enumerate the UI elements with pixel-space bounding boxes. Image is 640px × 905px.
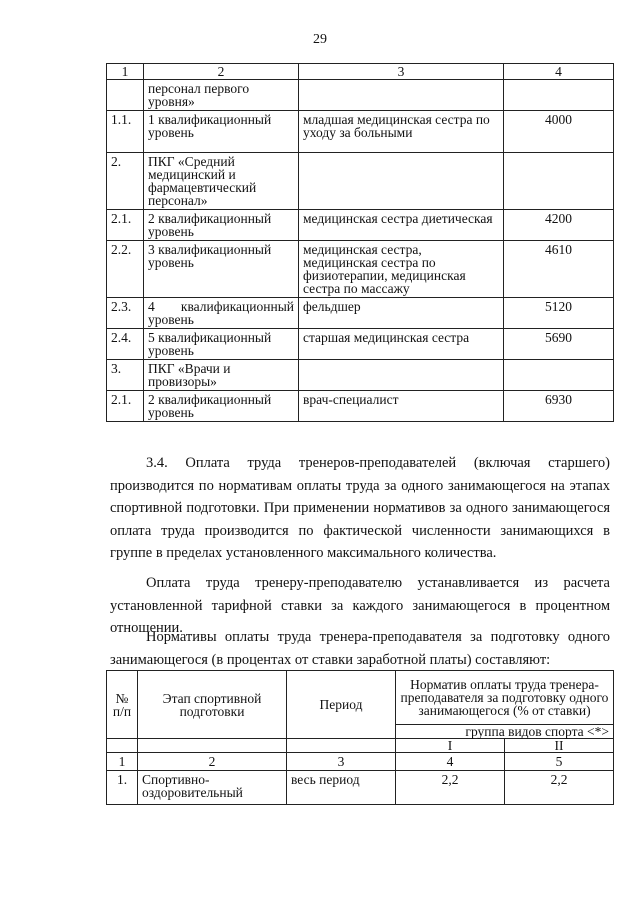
group-i: I [396,739,505,753]
salary: 4610 [504,241,614,298]
norm-group-ii: 2,2 [505,771,614,805]
salary: 4000 [504,111,614,153]
qualification-group: ПКГ «Врачи и провизоры» [144,360,299,391]
position: медицинская сестра диетическая [299,210,504,241]
norm-group-i: 2,2 [396,771,505,805]
row-number: 3. [107,360,144,391]
table-row [107,391,614,422]
table-row [107,329,614,360]
header-period: Период [287,671,396,739]
stage: Спортивно-оздоровительный [138,771,287,805]
table-index-row [107,753,614,771]
paragraph-norms-intro: Нормативы оплаты труда тренера-преподавателя за подготовку одного занимающегося (в процентах от ставки заработной платы) составляют: [110,629,610,668]
table-header-row [107,739,614,753]
position [299,360,504,391]
header-stage: Этап спортивной подготовки [138,671,287,739]
qualification-group: персонал первого уровня» [144,80,299,111]
table-header-row [107,671,614,725]
position: младшая медицинская сестра по уходу за больными [299,111,504,153]
position: фельдшер [299,298,504,329]
row-number: 2.4. [107,329,144,360]
row-number: 1. [107,771,138,805]
position [299,153,504,210]
coach-norms-table [106,670,614,805]
header-cell: 1 [107,64,144,80]
empty-cell [138,739,287,753]
qualification-group: 1 квалификационный уровень [144,111,299,153]
salary [504,360,614,391]
group-ii: II [505,739,614,753]
qualification-group: 2 квалификационный уровень [144,391,299,422]
header-cell: 2 [144,64,299,80]
header-norm: Норматив оплаты труда тренера-преподавателя за подготовку одного занимающегося (% от ставки) [396,671,614,725]
page-number: 29 [313,32,327,47]
position: врач-специалист [299,391,504,422]
table-row [107,111,614,153]
salary-table [106,63,614,422]
row-number: 1.1. [107,111,144,153]
index-cell: 1 [107,753,138,771]
qualification-group: 3 квалификационный уровень [144,241,299,298]
period: весь период [287,771,396,805]
index-cell: 4 [396,753,505,771]
row-number: 2. [107,153,144,210]
position: старшая медицинская сестра [299,329,504,360]
header-cell: 3 [299,64,504,80]
position: медицинская сестра, медицинская сестра по физиотерапии, медицинская сестра по массажу [299,241,504,298]
salary: 6930 [504,391,614,422]
table-row [107,241,614,298]
salary: 5690 [504,329,614,360]
table-row [107,771,614,805]
header-sport-group [396,725,614,739]
table-row [107,360,614,391]
header-cell: 4 [504,64,614,80]
salary [504,153,614,210]
qualification-group: 2 квалификационный уровень [144,210,299,241]
table-row [107,80,614,111]
paragraph-coach-pay: 3.4. Оплата труда тренеров-преподавателей (включая старшего) производится по нормативам оплаты труда за одного занимающегося на этапах спортивной подготовки. При применении нормативов за одного занимающегося оплата труда производится по фактической численности занимающихся в группе в пределах установленного максимального количества. [110,455,610,561]
salary: 5120 [504,298,614,329]
qualification-group: ПКГ «Средний медицинский и фармацевтический персонал» [144,153,299,210]
salary: 4200 [504,210,614,241]
table-row [107,298,614,329]
row-number [107,80,144,111]
table-row [107,153,614,210]
qualification-group: 4 квалификационный уровень [144,298,299,329]
index-cell: 2 [138,753,287,771]
qualification-group: 5 квалификационный уровень [144,329,299,360]
table-row [107,210,614,241]
row-number: 2.1. [107,210,144,241]
position [299,80,504,111]
paragraph-coach-rate: Оплата труда тренеру-преподавателю устанавливается из расчета установленной тарифной ставки за каждого занимающегося в процентном отношении. [110,575,610,636]
sport-group-label: группа видов спорта <*> [465,724,609,739]
row-number: 2.2. [107,241,144,298]
header-number: № п/п [107,671,138,739]
index-cell: 5 [505,753,614,771]
table-header-row [107,64,614,80]
empty-cell [107,739,138,753]
row-number: 2.3. [107,298,144,329]
index-cell: 3 [287,753,396,771]
empty-cell [287,739,396,753]
row-number: 2.1. [107,391,144,422]
salary [504,80,614,111]
